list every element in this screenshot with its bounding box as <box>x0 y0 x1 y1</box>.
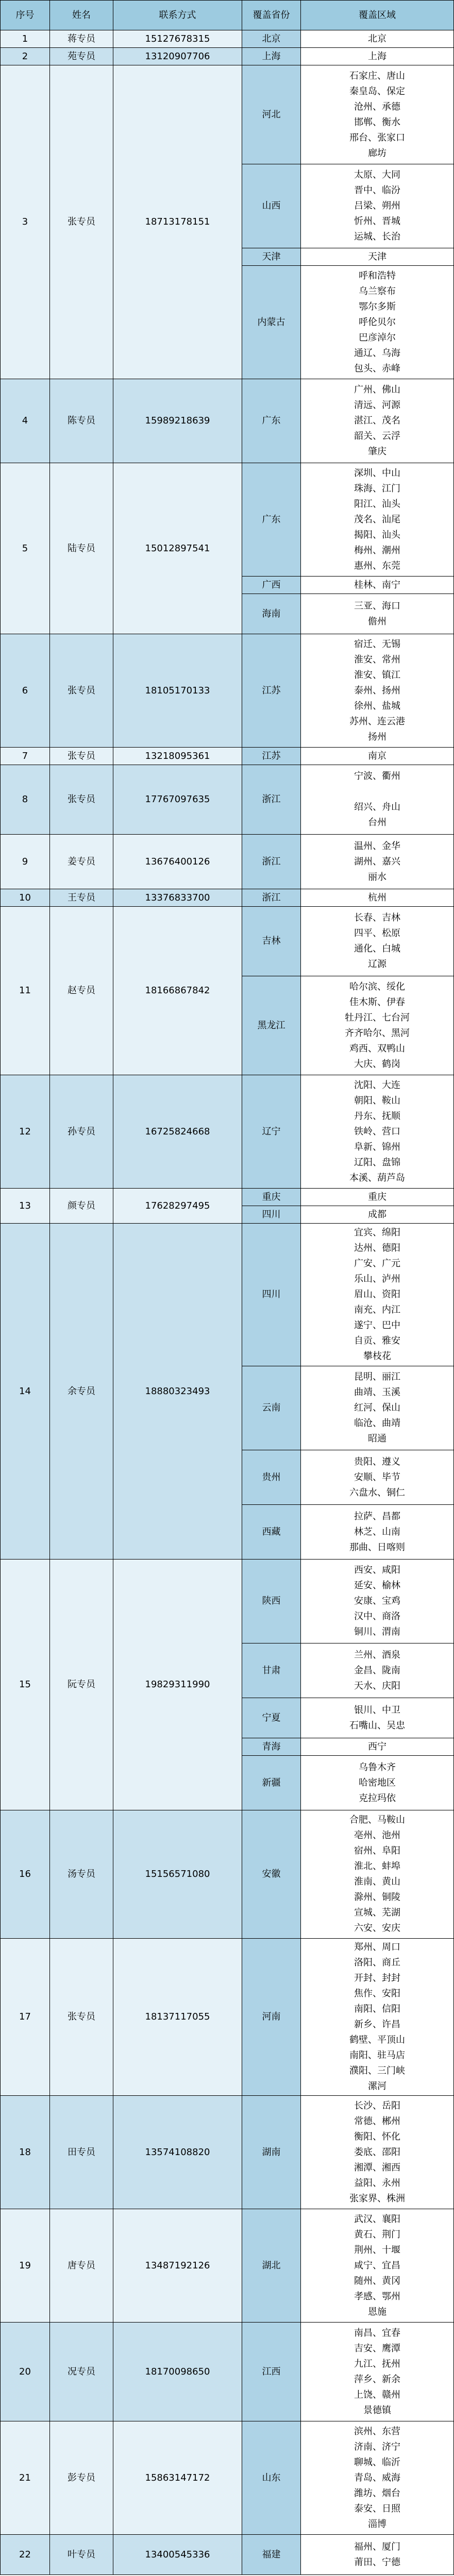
row-province: 浙江 <box>242 889 301 907</box>
row-phone: 15863147172 <box>113 2421 242 2535</box>
row-areas: 宁波、衢州 绍兴、舟山 台州 <box>300 765 454 835</box>
row-name: 张专员 <box>49 747 113 765</box>
row-province: 云南 <box>242 1366 301 1450</box>
row-no: 9 <box>0 834 50 889</box>
row-phone: 19829311990 <box>113 1559 242 1810</box>
row-no: 12 <box>0 1075 50 1189</box>
row-no: 21 <box>0 2421 50 2535</box>
row-areas: 郑州、周口 洛阳、商丘 开封、封封 焦作、安阳 南阳、信阳 新乡、许昌 鹤壁、平顶山 南阳、驻马店 濮阳、三门峡 漯河 <box>300 1938 454 2096</box>
row-no: 5 <box>0 463 50 634</box>
row-name: 陆专员 <box>49 463 113 634</box>
row-areas: 贵阳、遵义 安顺、毕节 六盘水、铜仁 <box>300 1450 454 1505</box>
row-phone: 18170098650 <box>113 2322 242 2421</box>
row-province: 吉林 <box>242 906 301 976</box>
row-province: 山东 <box>242 2421 301 2535</box>
row-name: 叶专员 <box>49 2534 113 2575</box>
row-areas: 宿迁、无锡 淮安、常州 淮安、镇江 泰州、扬州 徐州、盐城 苏州、连云港 扬州 <box>300 634 454 748</box>
row-phone: 18166867842 <box>113 906 242 1075</box>
row-phone: 18880323493 <box>113 1223 242 1560</box>
row-phone: 18137117055 <box>113 1938 242 2096</box>
row-province: 青海 <box>242 1738 301 1756</box>
row-name: 颜专员 <box>49 1188 113 1224</box>
row-name: 彭专员 <box>49 2421 113 2535</box>
row-areas: 长春、吉林 四平、松原 通化、白城 辽源 <box>300 906 454 976</box>
row-phone: 15989218639 <box>113 379 242 463</box>
row-phone: 17628297495 <box>113 1188 242 1224</box>
row-areas: 石家庄、唐山 秦皇岛、保定 沧州、承德 邯郸、衡水 邢台、张家口 廊坊 <box>300 65 454 164</box>
row-name: 王专员 <box>49 889 113 907</box>
header-no: 序号 <box>0 0 50 30</box>
row-province: 浙江 <box>242 834 301 889</box>
row-no: 4 <box>0 379 50 463</box>
row-areas: 西宁 <box>300 1738 454 1756</box>
row-no: 16 <box>0 1810 50 1939</box>
row-province: 海南 <box>242 594 301 634</box>
header-province: 覆盖省份 <box>242 0 301 30</box>
row-areas: 深圳、中山 珠海、江门 阳江、汕头 茂名、汕尾 揭阳、汕头 梅州、潮州 惠州、东莞 <box>300 463 454 577</box>
row-province: 广西 <box>242 576 301 594</box>
row-province: 内蒙古 <box>242 265 301 379</box>
row-phone: 15156571080 <box>113 1810 242 1939</box>
row-name: 张专员 <box>49 65 113 379</box>
row-name: 余专员 <box>49 1223 113 1560</box>
header-area: 覆盖区域 <box>300 0 454 30</box>
row-no: 15 <box>0 1559 50 1810</box>
row-name: 田专员 <box>49 2095 113 2209</box>
row-areas: 上海 <box>300 47 454 65</box>
header-name: 姓名 <box>49 0 113 30</box>
row-province: 湖北 <box>242 2209 301 2323</box>
row-province: 辽宁 <box>242 1075 301 1189</box>
row-phone: 13120907706 <box>113 47 242 65</box>
row-no: 11 <box>0 906 50 1075</box>
row-province: 湖南 <box>242 2095 301 2209</box>
row-name: 唐专员 <box>49 2209 113 2323</box>
row-province: 广东 <box>242 463 301 577</box>
row-phone: 13376833700 <box>113 889 242 907</box>
row-name: 阮专员 <box>49 1559 113 1810</box>
row-no: 20 <box>0 2322 50 2421</box>
row-no: 17 <box>0 1938 50 2096</box>
row-areas: 宜宾、绵阳 达州、德阳 广安、广元 乐山、泸州 眉山、资阳 南充、内江 遂宁、巴中 自贡、雅安 攀枝花 <box>300 1223 454 1366</box>
row-no: 8 <box>0 765 50 835</box>
row-province: 贵州 <box>242 1450 301 1505</box>
row-province: 江苏 <box>242 634 301 748</box>
row-province: 甘肃 <box>242 1643 301 1698</box>
row-areas: 合肥、马鞍山 亳州、池州 宿州、阜阳 淮北、蚌埠 淮南、黄山 滁州、铜陵 宣城、芜湖 六安、安庆 <box>300 1810 454 1939</box>
row-no: 6 <box>0 634 50 748</box>
row-areas: 昆明、丽江 曲靖、玉溪 红河、保山 临沧、曲靖 昭通 <box>300 1366 454 1450</box>
row-name: 张专员 <box>49 1938 113 2096</box>
row-no: 3 <box>0 65 50 379</box>
row-name: 赵专员 <box>49 906 113 1075</box>
row-areas: 杭州 <box>300 889 454 907</box>
row-phone: 15127678315 <box>113 30 242 48</box>
row-province: 江苏 <box>242 747 301 765</box>
row-province: 天津 <box>242 248 301 266</box>
row-areas: 太原、大同 晋中、临汾 吕梁、朔州 忻州、晋城 运城、长治 <box>300 164 454 248</box>
row-province: 江西 <box>242 2322 301 2421</box>
row-areas: 广州、佛山 清远、河源 湛江、茂名 韶关、云浮 肇庆 <box>300 379 454 463</box>
row-areas: 成都 <box>300 1206 454 1224</box>
row-phone: 17767097635 <box>113 765 242 835</box>
row-province: 新疆 <box>242 1755 301 1810</box>
row-no: 10 <box>0 889 50 907</box>
row-areas: 天津 <box>300 248 454 266</box>
row-phone: 13400545336 <box>113 2534 242 2575</box>
row-areas: 福州、厦门 莆田、宁德 <box>300 2534 454 2575</box>
row-areas: 滨州、东营 济南、济宁 聊城、临沂 青岛、威海 潍坊、烟台 泰安、日照 淄博 <box>300 2421 454 2535</box>
row-province: 安徽 <box>242 1810 301 1939</box>
row-phone: 13487192126 <box>113 2209 242 2323</box>
row-name: 陈专员 <box>49 379 113 463</box>
row-name: 张专员 <box>49 634 113 748</box>
row-province: 西藏 <box>242 1504 301 1560</box>
row-no: 2 <box>0 47 50 65</box>
row-name: 孙专员 <box>49 1075 113 1189</box>
row-province: 四川 <box>242 1206 301 1224</box>
row-province: 黑龙江 <box>242 976 301 1075</box>
row-name: 蒋专员 <box>49 30 113 48</box>
row-name: 况专员 <box>49 2322 113 2421</box>
row-province: 北京 <box>242 30 301 48</box>
row-province: 浙江 <box>242 765 301 835</box>
row-province: 河北 <box>242 65 301 164</box>
row-phone: 18105170133 <box>113 634 242 748</box>
row-areas: 长沙、岳阳 常德、郴州 衡阳、怀化 娄底、邵阳 湘潭、湘西 益阳、永州 张家界、株洲 <box>300 2095 454 2209</box>
row-areas: 温州、金华 湖州、嘉兴 丽水 <box>300 834 454 889</box>
row-phone: 15012897541 <box>113 463 242 634</box>
row-province: 重庆 <box>242 1188 301 1206</box>
row-phone: 13574108820 <box>113 2095 242 2209</box>
row-areas: 乌鲁木齐 哈密地区 克拉玛依 <box>300 1755 454 1810</box>
row-areas: 西安、咸阳 延安、榆林 安康、宝鸡 汉中、商洛 铜川、渭南 <box>300 1559 454 1643</box>
row-areas: 沈阳、大连 朝阳、鞍山 丹东、抚顺 铁岭、营口 阜新、锦州 辽阳、盘锦 本溪、葫芦岛 <box>300 1075 454 1189</box>
row-areas: 南昌、宜春 吉安、鹰潭 九江、抚州 萍乡、新余 上饶、赣州 景德镇 <box>300 2322 454 2421</box>
row-no: 7 <box>0 747 50 765</box>
row-areas: 南京 <box>300 747 454 765</box>
row-areas: 北京 <box>300 30 454 48</box>
row-name: 张专员 <box>49 765 113 835</box>
row-province: 山西 <box>242 164 301 248</box>
row-no: 1 <box>0 30 50 48</box>
row-no: 22 <box>0 2534 50 2575</box>
row-phone: 18713178151 <box>113 65 242 379</box>
row-areas: 拉萨、昌都 林芝、山南 那曲、日喀则 <box>300 1504 454 1560</box>
row-province: 河南 <box>242 1938 301 2096</box>
row-province: 福建 <box>242 2534 301 2575</box>
row-name: 汤专员 <box>49 1810 113 1939</box>
row-no: 14 <box>0 1223 50 1560</box>
row-areas: 银川、中卫 石嘴山、吴忠 <box>300 1698 454 1738</box>
row-areas: 三亚、海口 儋州 <box>300 594 454 634</box>
row-areas: 兰州、酒泉 金昌、陇南 天水、庆阳 <box>300 1643 454 1698</box>
row-province: 陕西 <box>242 1559 301 1643</box>
row-province: 四川 <box>242 1223 301 1366</box>
row-province: 广东 <box>242 379 301 463</box>
row-no: 18 <box>0 2095 50 2209</box>
row-province: 宁夏 <box>242 1698 301 1738</box>
row-areas: 重庆 <box>300 1188 454 1206</box>
header-contact: 联系方式 <box>113 0 242 30</box>
row-areas: 武汉、襄阳 黄石、荆门 荆州、十堰 咸宁、宜昌 随州、黄冈 孝感、鄂州 恩施 <box>300 2209 454 2323</box>
row-areas: 呼和浩特 乌兰察布 鄂尔多斯 呼伦贝尔 巴彦淖尔 通辽、乌海 包头、赤峰 <box>300 265 454 379</box>
row-areas: 桂林、南宁 <box>300 576 454 594</box>
row-name: 姜专员 <box>49 834 113 889</box>
row-name: 苑专员 <box>49 47 113 65</box>
row-province: 上海 <box>242 47 301 65</box>
row-areas: 哈尔滨、绥化 佳木斯、伊春 牡丹江、七台河 齐齐哈尔、黑河 鸡西、双鸭山 大庆、鹤岗 <box>300 976 454 1075</box>
row-no: 13 <box>0 1188 50 1224</box>
row-no: 19 <box>0 2209 50 2323</box>
row-phone: 13676400126 <box>113 834 242 889</box>
row-phone: 16725824668 <box>113 1075 242 1189</box>
row-phone: 13218095361 <box>113 747 242 765</box>
